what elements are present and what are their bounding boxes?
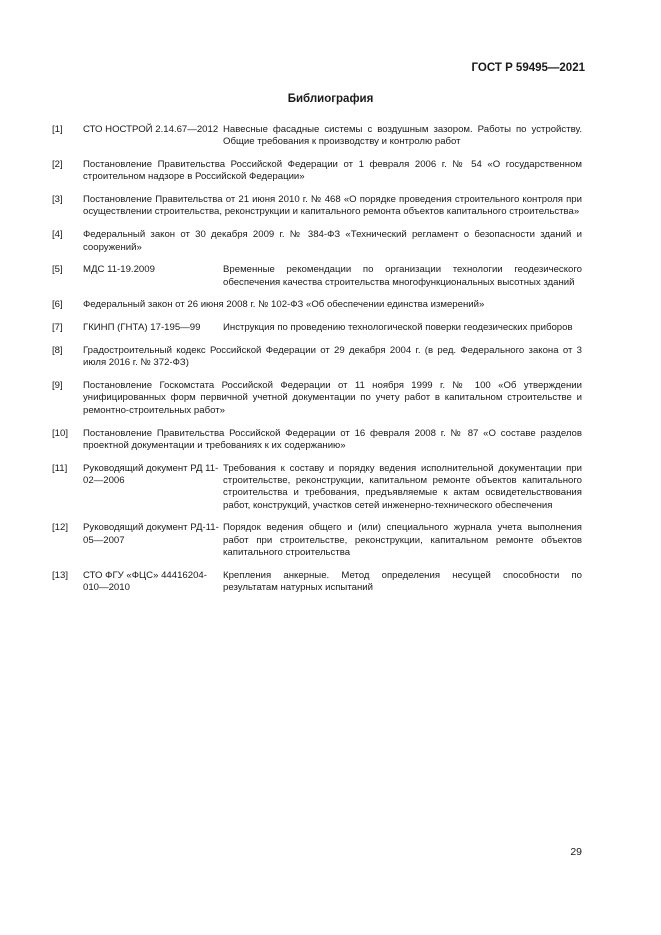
entry-number: [6] — [52, 299, 63, 311]
entry-source: МДС 11-19.2009 — [83, 264, 155, 276]
bib-entry-2 — [52, 159, 582, 184]
bib-entry-4 — [52, 229, 582, 254]
entry-number: [5] — [52, 264, 63, 276]
entry-source: Руководящий документ РД-11-05—2007 — [83, 522, 219, 546]
bib-entry-8 — [52, 345, 582, 370]
entry-text: Федеральный закон от 26 июня 2008 г. № 102-ФЗ «Об обеспечении единства измерений» — [83, 299, 485, 311]
entry-number: [10] — [52, 427, 69, 439]
entry-number: [3] — [52, 194, 63, 206]
entry-number: [1] — [52, 124, 63, 135]
entry-number: [4] — [52, 229, 63, 241]
bibliography-list — [52, 124, 582, 605]
page-number: 29 — [570, 846, 582, 858]
entry-number: [8] — [52, 345, 63, 357]
bib-entry-10 — [52, 428, 582, 453]
entry-text: Постановление Правительства Российской Федерации от 1 февраля 2006 г. № 54 «О государственном строительном надзоре в Российской Федерации» — [83, 159, 582, 183]
bib-entry-13 — [52, 570, 582, 595]
bib-entry-11 — [52, 463, 582, 512]
entry-source: Руководящий документ РД 11-02—2006 — [83, 462, 219, 486]
bib-entry-9 — [52, 380, 582, 417]
entry-source: СТО НОСТРОЙ 2.14.67—2012 — [83, 124, 219, 135]
bib-entry-7 — [52, 322, 582, 334]
entry-description: Навесные фасадные системы с воздушным зазором. Работы по устройству. Общие требования к производству и контролю работ — [223, 124, 582, 148]
bib-entry-5 — [52, 264, 582, 289]
entry-source: ГКИНП (ГНТА) 17-195—99 — [83, 322, 201, 334]
entry-description: Требования к составу и порядку ведения исполнительной документации при строительстве, реконструкции, капитальном ремонте объектов капитального строительства и требования, предъявляемые к актам освидетельствования работ, конструкций, участков сетей инженерно-технического обеспечения — [223, 462, 582, 511]
section-title: Библиография — [287, 93, 374, 105]
entry-description: Порядок ведения общего и (или) специального журнала учета выполнения работ при строительстве, реконструкции, капитальном ремонте объектов капитального строительства — [223, 522, 582, 558]
entry-number: [7] — [52, 322, 63, 334]
entry-text: Постановление Госкомстата Российской Федерации от 11 ноября 1999 г. № 100 «Об утверждении унифицированных форм первичной учетной документации по учету работ в капитальном строительстве и ремонтно-строительных работ» — [83, 380, 582, 416]
entry-description: Крепления анкерные. Метод определения несущей способности по результатам натурных испытаний — [223, 569, 582, 594]
entry-number: [2] — [52, 159, 63, 171]
entry-source: СТО ФГУ «ФЦС» 44416204-010—2010 — [83, 569, 207, 594]
entry-text: Градостроительный кодекс Российской Федерации от 29 декабря 2004 г. (в ред. Федерального закона от 3 июля 2016 г. № 372-ФЗ) — [83, 345, 582, 369]
entry-text: Постановление Правительства Российской Федерации от 16 февраля 2008 г. № 87 «О составе разделов проектной документации и требованиях к их содержанию» — [83, 427, 582, 451]
entry-text: Постановление Правительства от 21 июня 2010 г. № 468 «О порядке проведения строительного контроля при осуществлении строительства, реконструкции и капитального ремонта объектов капитального строительства» — [83, 194, 582, 218]
entry-description: Инструкция по проведению технологической поверки геодезических приборов — [223, 322, 573, 334]
bib-entry-3 — [52, 194, 582, 219]
bib-entry-6 — [52, 299, 582, 311]
entry-number: [11] — [52, 462, 68, 474]
bib-entry-1 — [52, 124, 582, 149]
entry-number: [13] — [52, 569, 69, 581]
document-code: ГОСТ Р 59495—2021 — [471, 62, 585, 74]
entry-text: Федеральный закон от 30 декабря 2009 г. № 384-ФЗ «Технический регламент о безопасности зданий и сооружений» — [83, 229, 582, 253]
bib-entry-12 — [52, 522, 582, 559]
entry-number: [12] — [52, 522, 69, 534]
entry-number: [9] — [52, 380, 63, 392]
entry-description: Временные рекомендации по организации технологии геодезического обеспечения качества строительства многофункциональных высотных зданий — [223, 264, 582, 288]
